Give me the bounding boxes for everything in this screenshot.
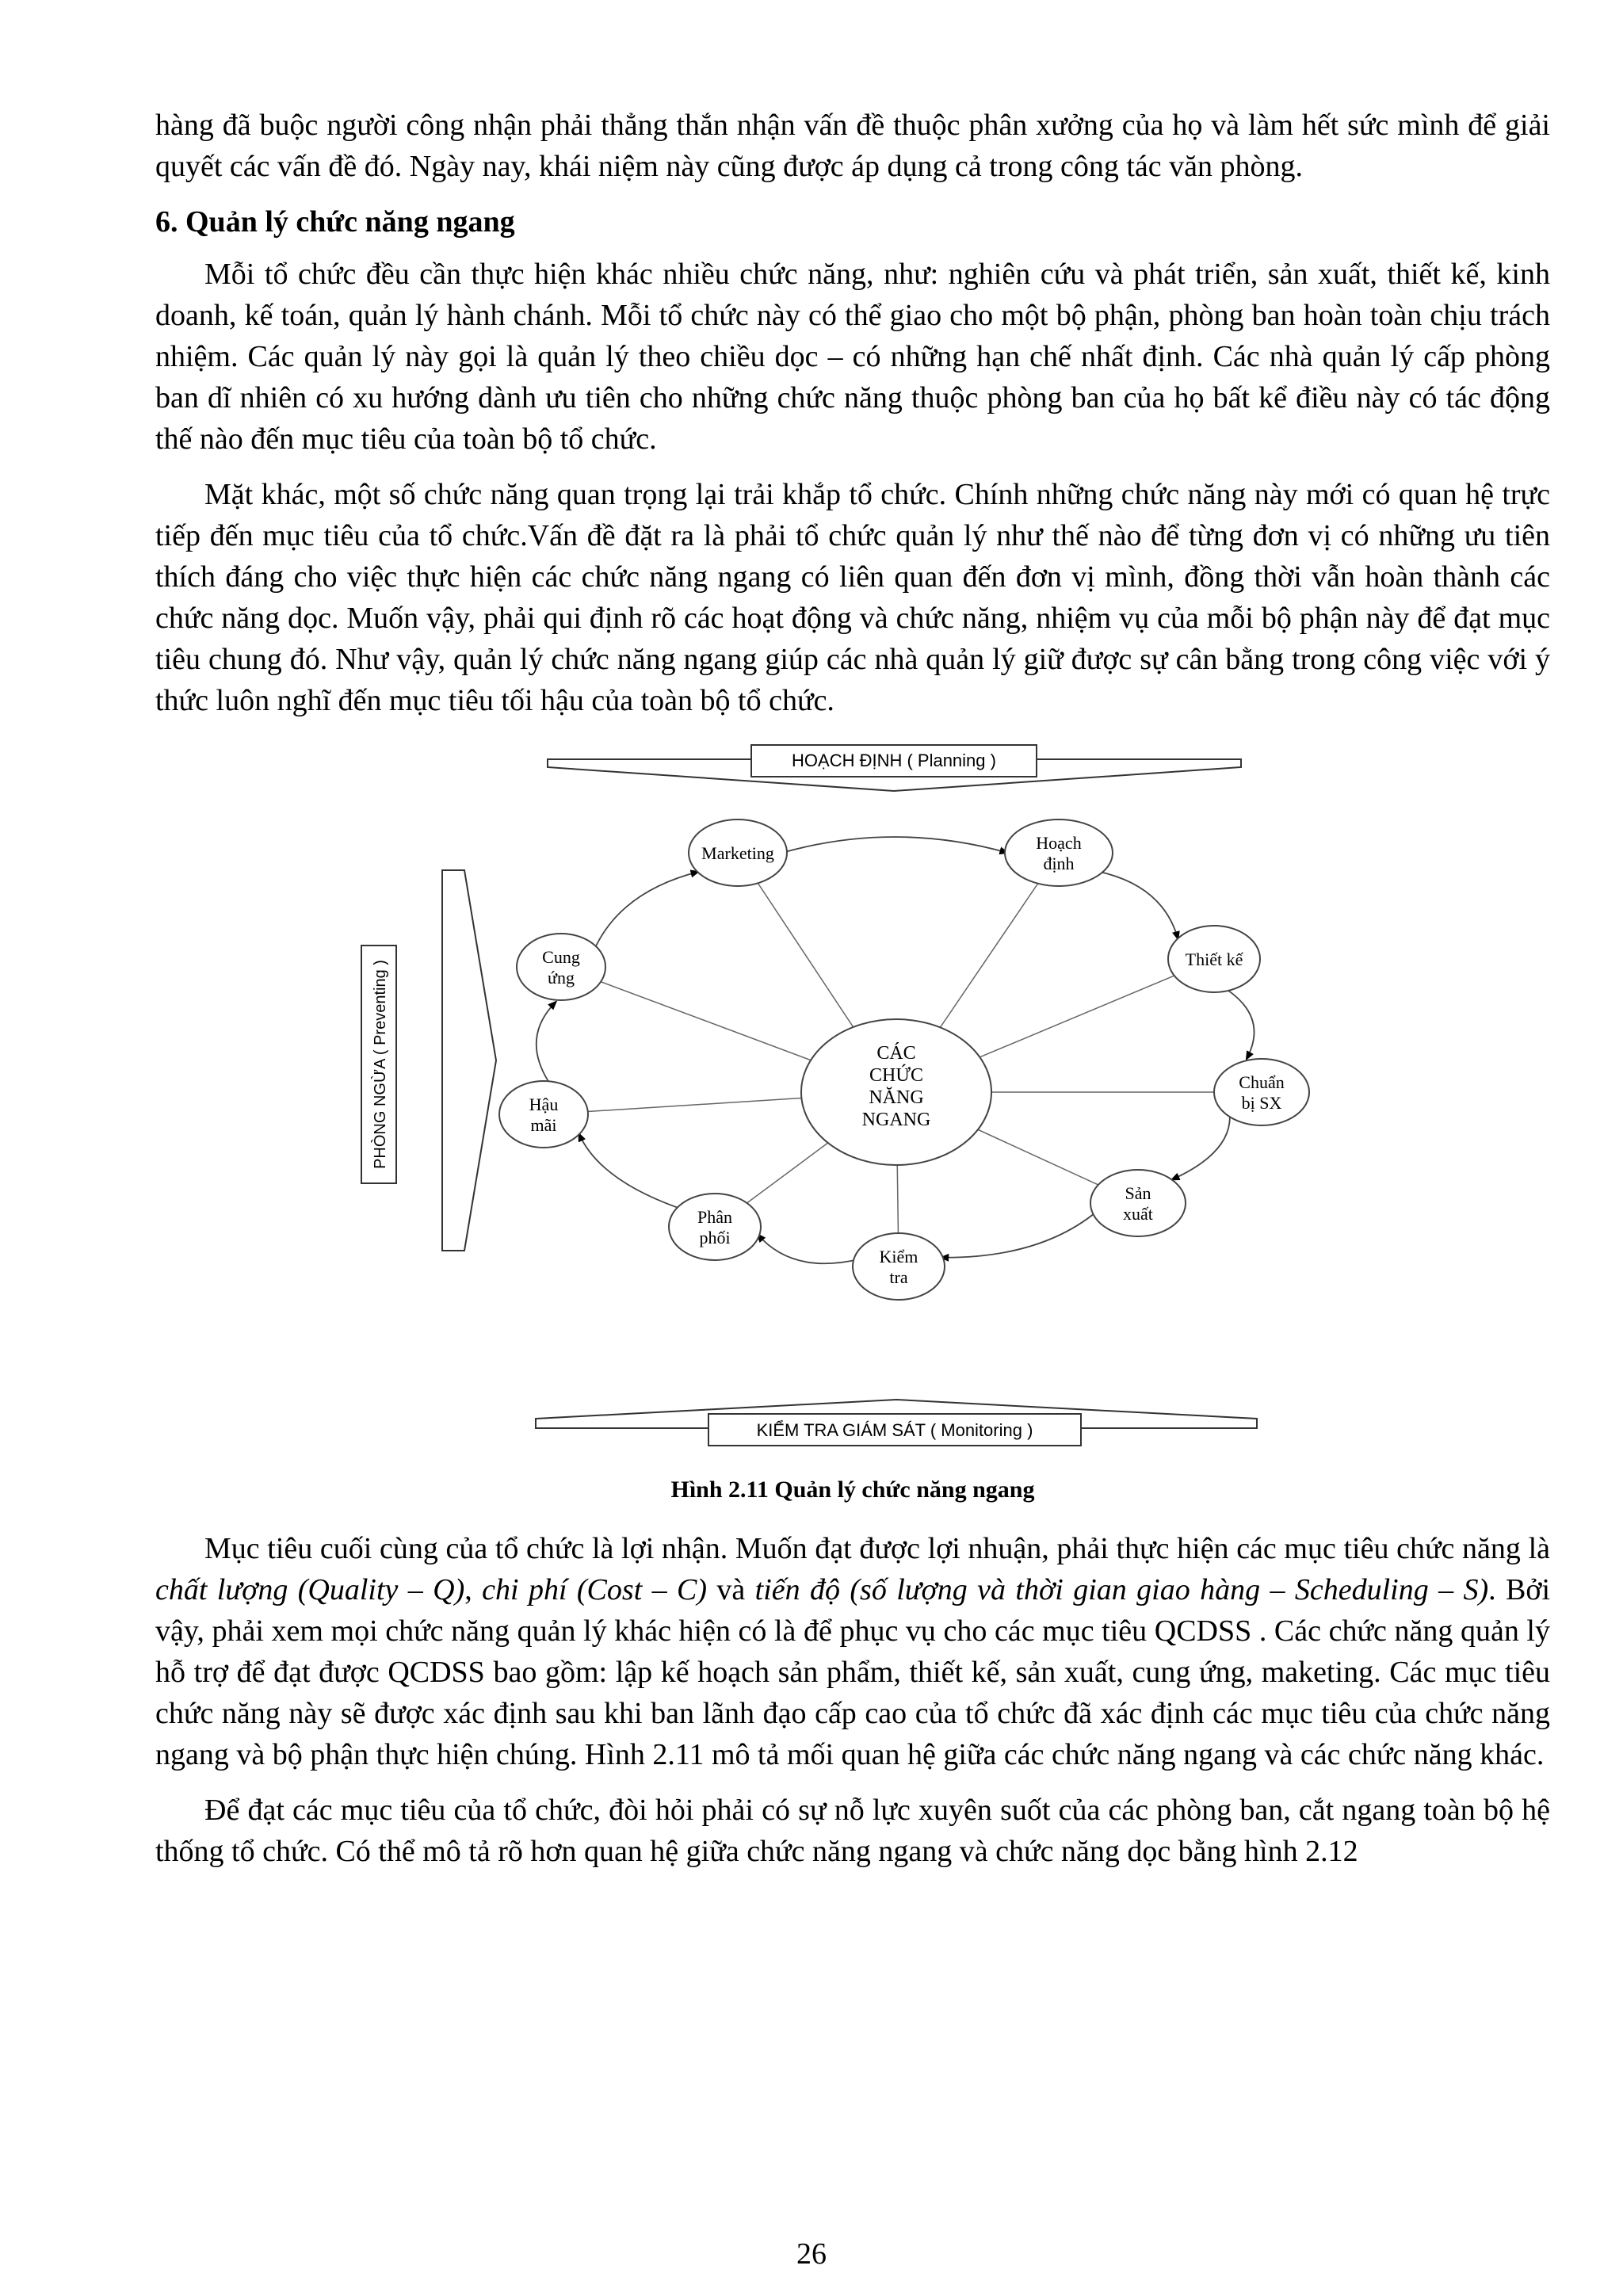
paragraph-qcdss <box>155 1528 1550 1775</box>
node-ellipse <box>1090 1170 1186 1236</box>
preventing-label: PHÒNG NGỪA ( Preventing ) <box>372 960 389 1169</box>
node-label: mãi <box>530 1115 557 1135</box>
document-page <box>155 105 1550 1886</box>
function-node <box>689 819 787 886</box>
paragraph-horizontal-functions: Mặt khác, một số chức năng quan trọng lại trải khắp tổ chức. Chính những chức năng này mới có quan hệ trực tiếp đến mục tiêu của tổ chức.Vấn đề đặt ra là phải tổ chức quản lý như thế nào để từng đơn vị có những ưu tiên thích đáng cho việc thực hiện các chức năng ngang có liên quan đến đơn vị mình, đồng thời vẫn hoàn thành các chức năng dọc. Muốn vậy, phải qui định rõ các hoạt động và chức năng, nhiệm vụ của mỗi bộ phận này để đạt mục tiêu chung đó. Như vậy, quản lý chức năng ngang giúp các nhà quản lý giữ được sự cân bằng trong công việc với ý thức luôn nghĩ đến mục tiêu tối hậu của toàn bộ tổ chức. <box>155 478 1550 717</box>
node-label: Hoạch <box>1036 833 1082 853</box>
text-run: và <box>707 1573 755 1606</box>
paragraph-vertical-management: Mỗi tổ chức đều cần thực hiện khác nhiều chức năng, như: nghiên cứu và phát triển, sản xuất, thiết kế, kinh doanh, kế toán, quản lý hành chánh. Mỗi tổ chức này có thể giao cho một bộ phận, phòng ban hoàn toàn chịu trách nhiệm. Các quản lý này gọi là quản lý theo chiều dọc – có những hạn chế nhất định. Các nhà quản lý cấp phòng ban dĩ nhiên có xu hướng dành ưu tiên cho những chức năng thuộc phòng ban của họ bất kể điều này có tác động thế nào đến mục tiêu của toàn bộ tổ chức. <box>155 258 1550 456</box>
text-run: Để đạt các mục tiêu của tổ chức, đòi hỏi phải có sự nỗ lực xuyên suốt của các phòng ban, cắt ngang toàn bộ hệ thống tổ chức. Có thể mô tả rõ hơn quan hệ giữa chức năng ngang và chức năng dọc bằng hình 2.12 <box>155 1794 1550 1868</box>
function-node <box>499 1081 588 1148</box>
node-label: Sản <box>1125 1183 1151 1203</box>
cycle-arrow <box>758 1234 858 1263</box>
node-label: Hậu <box>529 1095 559 1114</box>
function-node <box>1168 926 1260 992</box>
center-label: NĂNG <box>869 1087 924 1108</box>
node-ellipse <box>499 1081 588 1148</box>
italic-term: chi phí (Cost – C) <box>482 1573 708 1606</box>
text-run: Mục tiêu cuối cùng của tổ chức là lợi nhận. Muốn đạt được lợi nhuận, phải thực hiện các mục tiêu chức năng là <box>204 1532 1550 1565</box>
text-run: , <box>464 1573 483 1606</box>
node-ellipse <box>669 1194 761 1260</box>
function-node <box>517 934 605 1000</box>
node-label: Kiểm <box>879 1247 918 1266</box>
figure-horizontal-management <box>155 735 1550 1520</box>
node-label: bị SX <box>1241 1093 1282 1113</box>
cycle-arrow <box>537 1002 556 1081</box>
function-node <box>1005 819 1113 886</box>
planning-label: HOẠCH ĐỊNH ( Planning ) <box>792 751 996 770</box>
paragraph-continuation: hàng đã buộc người công nhận phải thẳng thắn nhận vấn đề thuộc phân xưởng của họ và làm hết sức mình để giải quyết các vấn đề đó. Ngày nay, khái niệm này cũng được áp dụng cả trong công tác văn phòng. <box>155 109 1550 183</box>
page-number: 26 <box>796 2237 827 2271</box>
center-label: CÁC <box>876 1043 916 1064</box>
cycle-arrow <box>941 1212 1097 1258</box>
cycle-arrow <box>1228 991 1254 1060</box>
cycle-arrow <box>579 1133 680 1209</box>
node-ellipse <box>853 1233 945 1300</box>
function-node <box>1090 1170 1186 1236</box>
node-ellipse <box>517 934 605 1000</box>
paragraph-cross-functional <box>155 1790 1550 1872</box>
function-node <box>669 1194 761 1260</box>
figure-caption: Hình 2.11 Quản lý chức năng ngang <box>670 1477 1035 1503</box>
center-label: CHỨC <box>869 1065 923 1086</box>
node-label: xuất <box>1123 1204 1153 1224</box>
node-label: Cung <box>542 947 580 967</box>
node-ellipse <box>1214 1059 1309 1125</box>
italic-term: chất lượng (Quality – Q) <box>155 1573 465 1606</box>
node-label: Chuẩn <box>1239 1072 1285 1092</box>
node-label: Phân <box>697 1207 732 1227</box>
cycle-arrow <box>1099 872 1178 939</box>
cycle-arrow <box>594 872 698 949</box>
horizontal-management-diagram <box>155 735 1550 1465</box>
section-heading: 6. Quản lý chức năng ngang <box>155 205 515 239</box>
text-run: . Bởi vậy, phải xem mọi chức năng quản lý khác hiện có là để phục vụ cho các mục tiêu QCDSS . Các chức năng quản lý hỗ trợ để đạt được QCDSS bao gồm: lập kế hoạch sản phẩm, thiết kế, sản xuất, cung ứng, maketing. Các mục tiêu chức năng này sẽ được xác định sau khi ban lãnh đạo cấp cao của tổ chức đã xác định các mục tiêu của chức năng ngang và bộ phận thực hiện chúng. Hình 2.11 mô tả mối quan hệ giữa các chức năng ngang và các chức năng khác. <box>155 1573 1551 1771</box>
monitoring-label: KIỂM TRA GIÁM SÁT ( Monitoring ) <box>756 1420 1033 1440</box>
node-label: Marketing <box>701 843 774 863</box>
cycle-arrow <box>1171 1114 1229 1179</box>
center-label: NGANG <box>861 1110 931 1130</box>
node-ellipse <box>1005 819 1113 886</box>
node-label: định <box>1043 854 1075 873</box>
node-label: Thiết kế <box>1185 949 1243 969</box>
node-label: phối <box>699 1228 731 1247</box>
italic-term: tiến độ (số lượng và thời gian giao hàng – Scheduling – S) <box>754 1573 1489 1606</box>
function-node <box>1214 1059 1309 1125</box>
cycle-arrow <box>782 837 1008 853</box>
function-node <box>853 1233 945 1300</box>
node-label: ứng <box>548 968 575 988</box>
node-label: tra <box>889 1267 908 1287</box>
preventing-arrow-shape <box>442 870 496 1251</box>
